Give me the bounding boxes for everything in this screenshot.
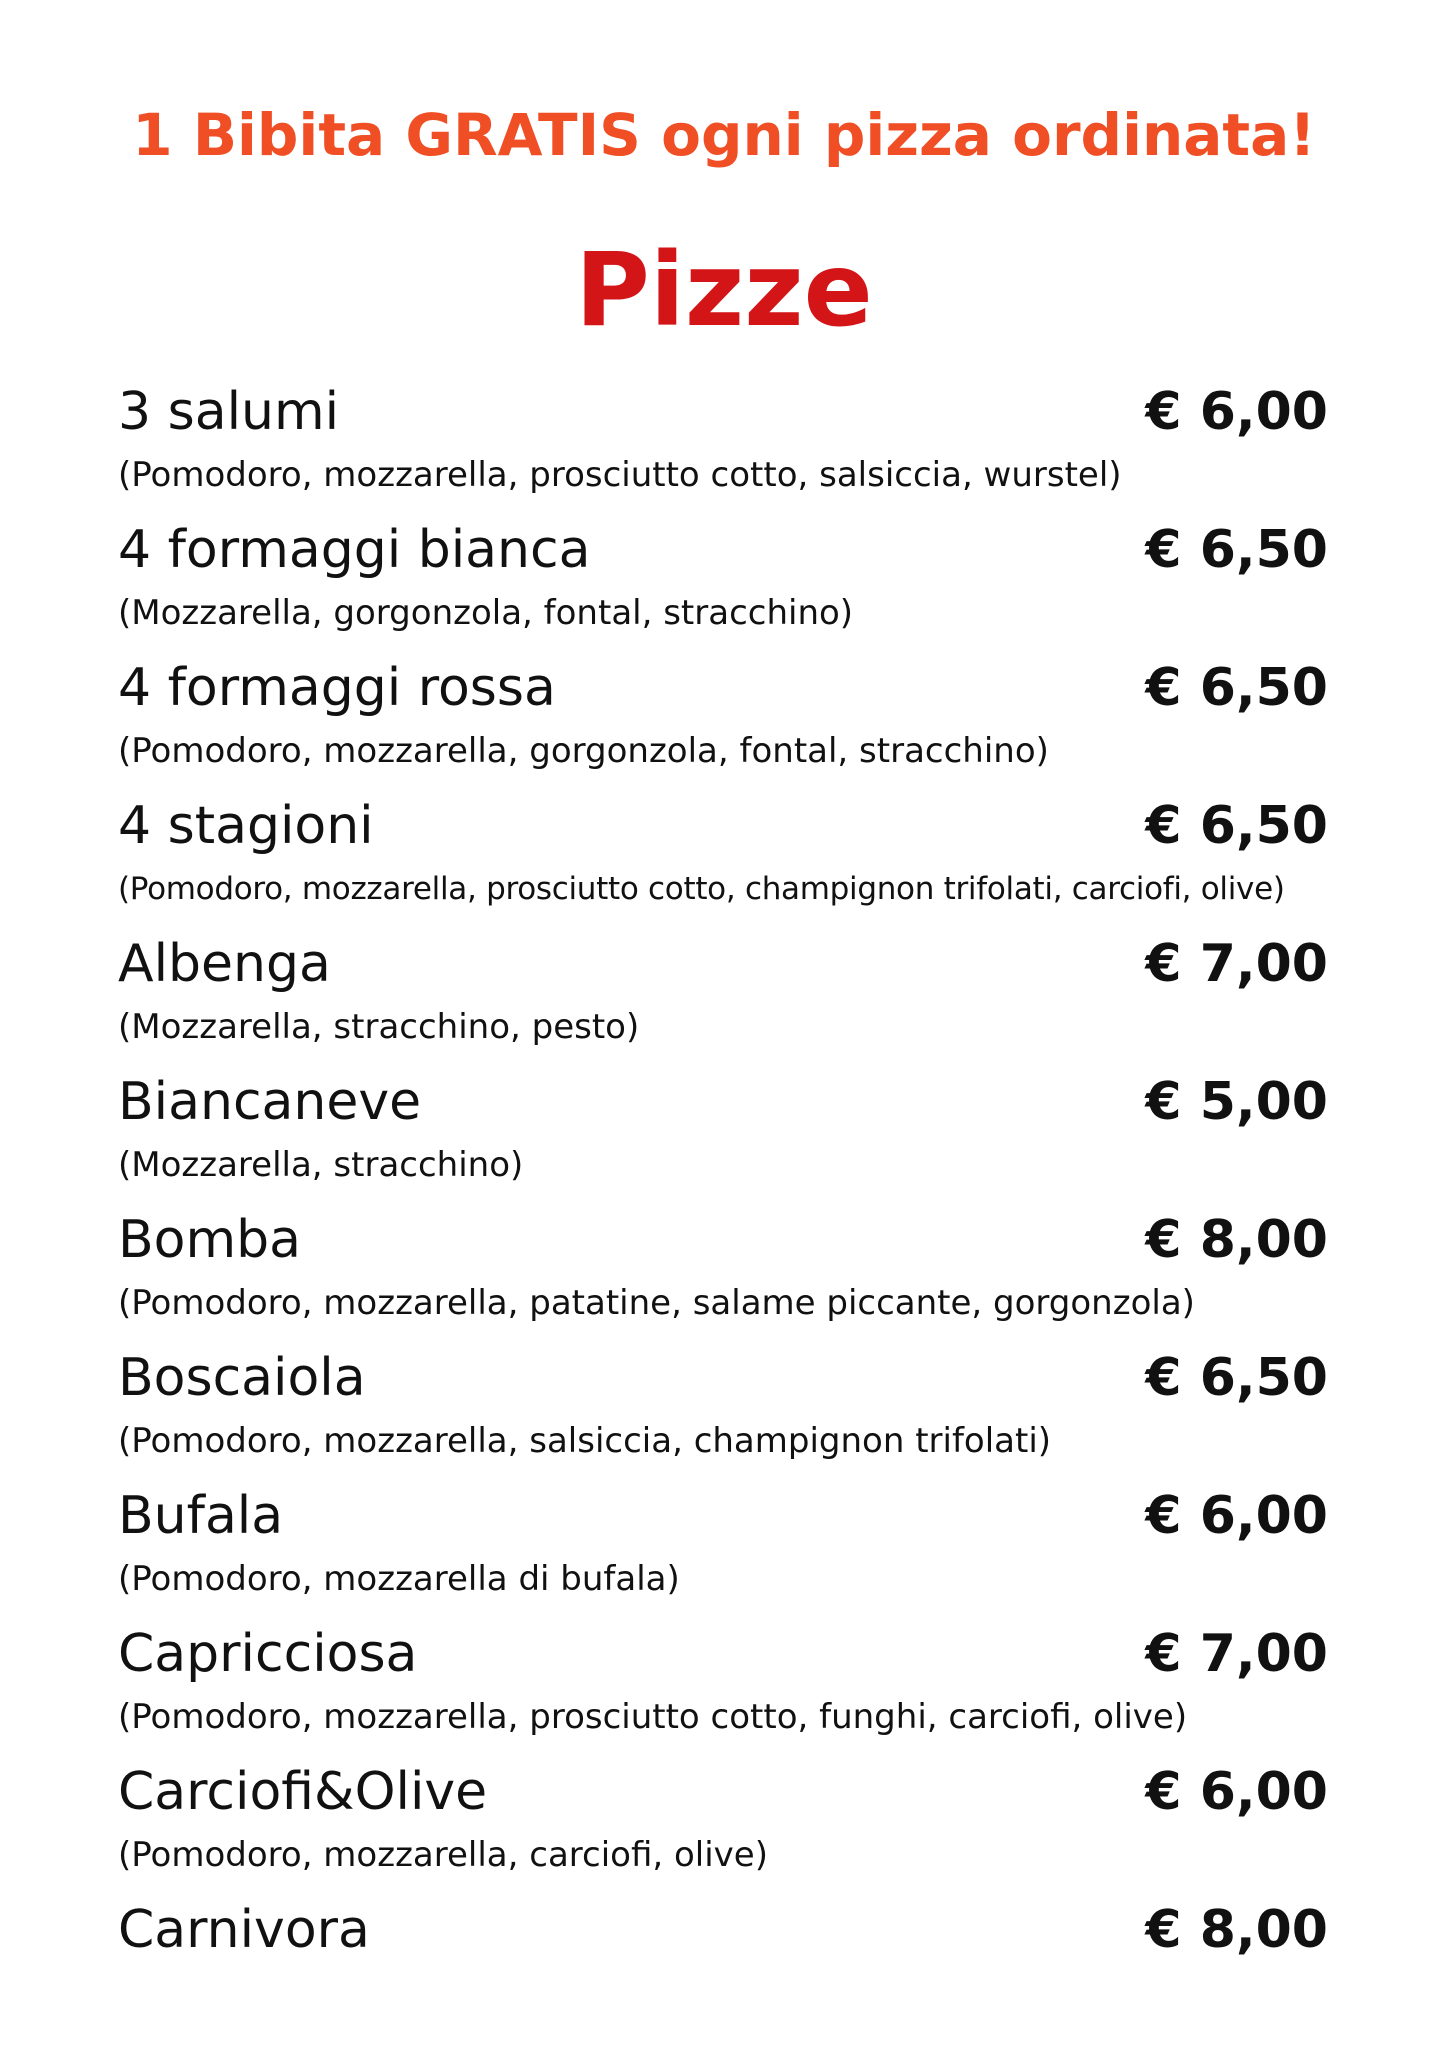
item-name: Biancaneve [118,1072,422,1132]
item-name: Bomba [118,1210,302,1270]
item-price: € 6,50 [1145,658,1328,718]
item-name: Albenga [118,934,331,994]
menu-item [118,518,1328,656]
item-price: € 5,00 [1145,1072,1328,1132]
menu-item [118,1346,1328,1484]
menu-item-row [118,1622,1328,1686]
item-description: (Pomodoro, mozzarella, carciofi, olive) [118,1835,768,1875]
menu-item-row [118,794,1328,858]
item-price: € 6,50 [1145,796,1328,856]
item-name: 4 formaggi rossa [118,658,556,718]
item-description: (Mozzarella, stracchino) [118,1145,524,1185]
item-price: € 6,50 [1145,1348,1328,1408]
item-price: € 6,50 [1145,520,1328,580]
item-description: (Pomodoro, mozzarella, patatine, salame piccante, gorgonzola) [118,1283,1195,1323]
menu-item-row [118,380,1328,444]
menu-item [118,1760,1328,1898]
item-price: € 6,00 [1145,1486,1328,1546]
item-name: Capricciosa [118,1624,418,1684]
menu-item [118,794,1328,932]
menu-item [118,1622,1328,1760]
item-name: Bufala [118,1486,284,1546]
menu-item-row [118,932,1328,996]
menu-item-row [118,1760,1328,1824]
menu-item-row [118,1484,1328,1548]
menu-item-row [118,518,1328,582]
menu-item-row [118,1208,1328,1272]
item-description: (Pomodoro, mozzarella, prosciutto cotto, champignon trifolati, carciofi, olive) [118,871,1285,907]
item-description: (Pomodoro, mozzarella, salsiccia, champignon trifolati) [118,1421,1052,1461]
item-price: € 6,00 [1145,1762,1328,1822]
menu-item-row [118,1346,1328,1410]
menu-item [118,1070,1328,1208]
item-price: € 8,00 [1145,1900,1328,1960]
item-description: (Pomodoro, mozzarella di bufala) [118,1559,680,1599]
menu-item [118,1898,1328,2036]
item-name: 4 stagioni [118,796,374,856]
item-name: Carnivora [118,1900,370,1960]
menu-item [118,932,1328,1070]
item-price: € 7,00 [1145,1624,1328,1684]
menu-item-row [118,656,1328,720]
item-name: Carciofi&Olive [118,1762,488,1822]
item-description: (Mozzarella, gorgonzola, fontal, stracchino) [118,593,854,633]
item-price: € 8,00 [1145,1210,1328,1270]
item-name: 3 salumi [118,382,340,442]
menu-item [118,1208,1328,1346]
item-description: (Pomodoro, mozzarella, prosciutto cotto, salsiccia, wurstel) [118,455,1122,495]
menu-item [118,1484,1328,1622]
menu-item [118,380,1328,518]
menu-item-row [118,1898,1328,1962]
menu-item [118,656,1328,794]
item-description: (Pomodoro, mozzarella, gorgonzola, fontal, stracchino) [118,731,1049,771]
menu-item-row [118,1070,1328,1134]
promo-banner: 1 Bibita GRATIS ogni pizza ordinata! [132,101,1316,169]
item-name: Boscaiola [118,1348,366,1408]
item-description: (Pomodoro, mozzarella, prosciutto cotto, funghi, carciofi, olive) [118,1697,1188,1737]
pizza-list [118,380,1328,2036]
item-name: 4 formaggi bianca [118,520,591,580]
item-price: € 6,00 [1145,382,1328,442]
item-price: € 7,00 [1145,934,1328,994]
page-title: Pizze [575,231,873,350]
item-description: (Mozzarella, stracchino, pesto) [118,1007,640,1047]
